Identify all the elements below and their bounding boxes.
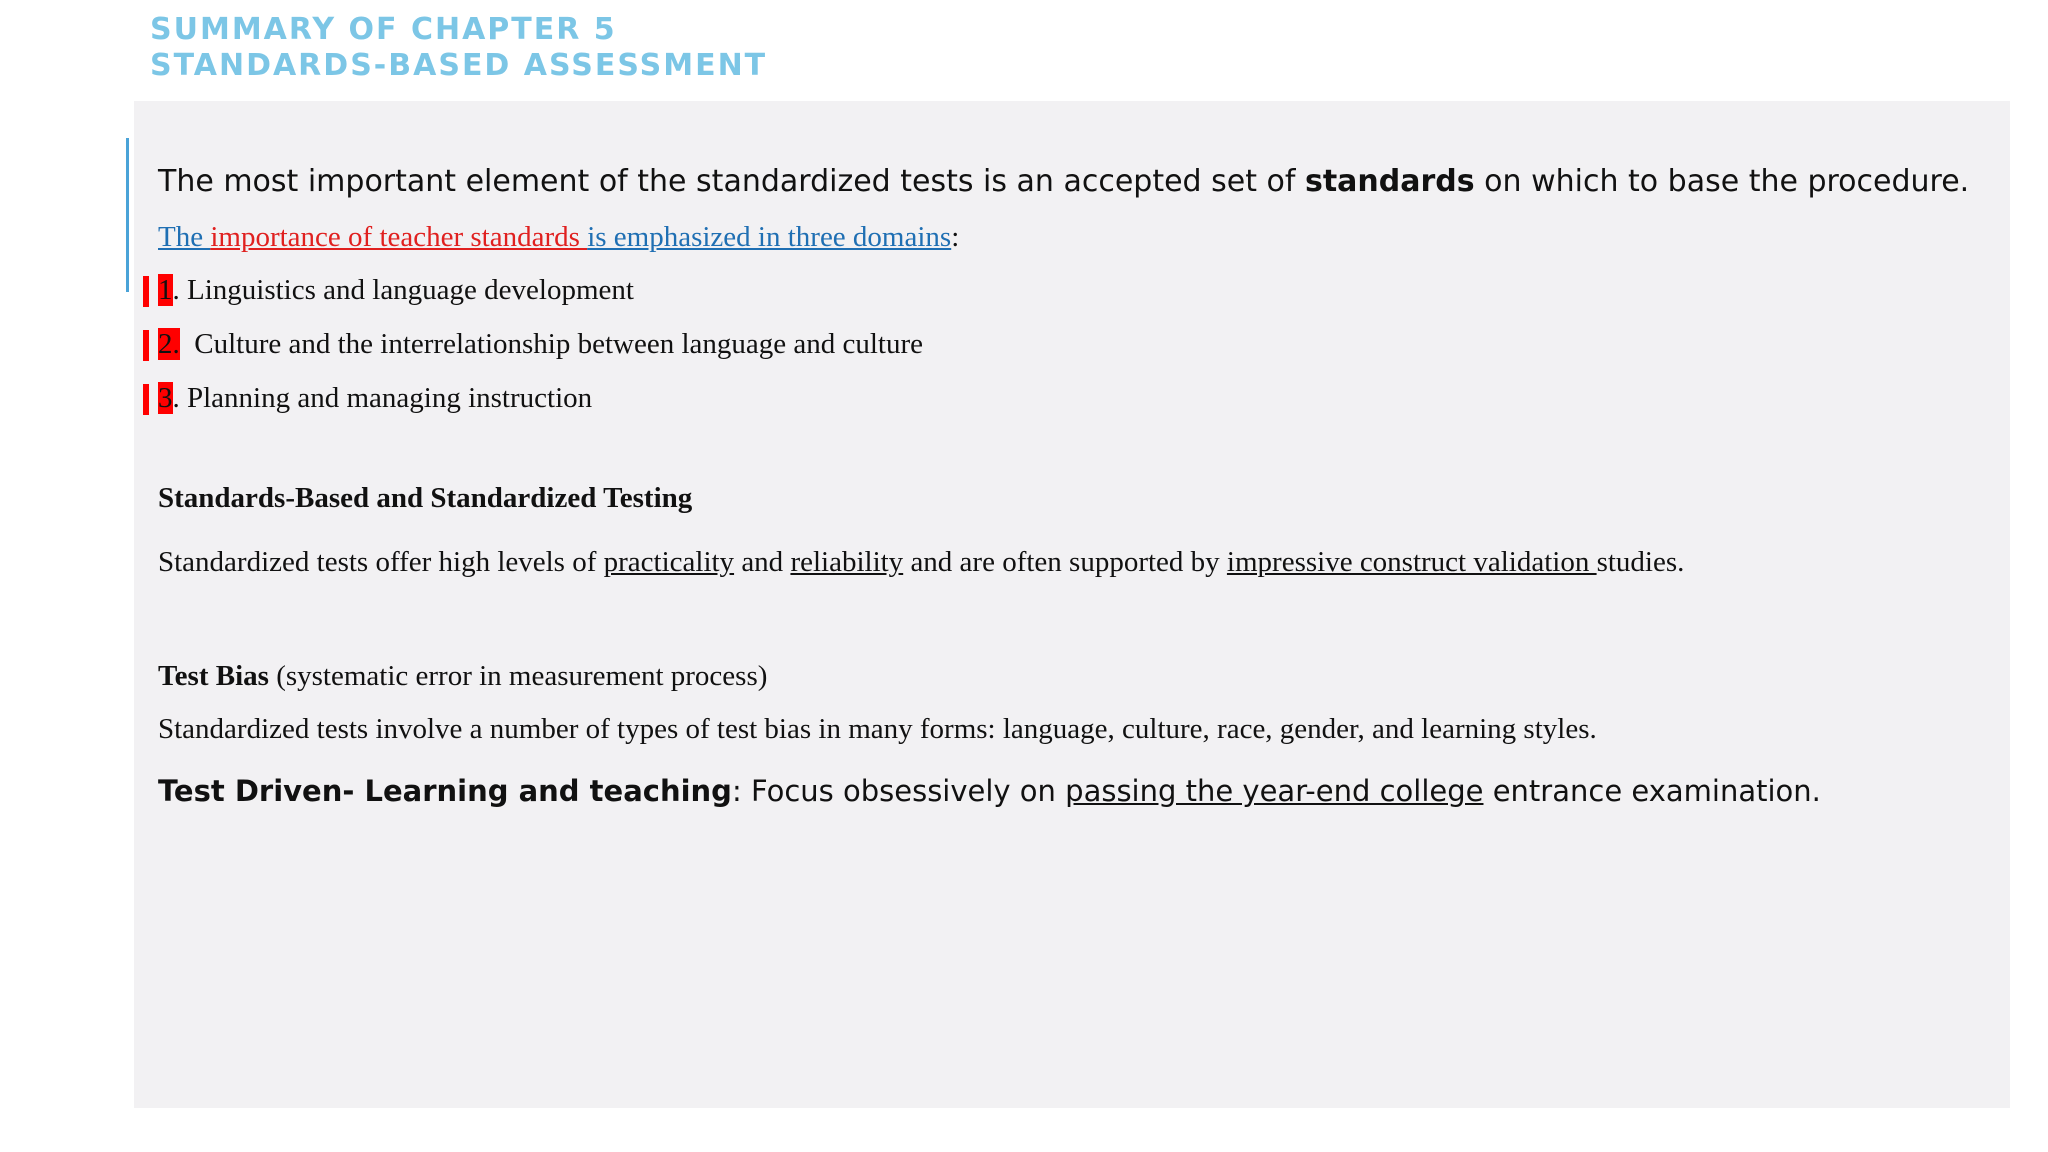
- domain-text: Culture and the interrelationship between language and culture: [179, 328, 924, 360]
- intro-text: The most important element of the standardized tests is an accepted set of: [158, 164, 1305, 199]
- domain-number: 2.: [158, 328, 180, 360]
- tdl-text-end: entrance examination.: [1483, 774, 1821, 808]
- tdl-text: : Focus obsessively on: [731, 774, 1066, 808]
- slide-title: [150, 12, 767, 84]
- sbt-heading: Standards-Based and Standardized Testing: [158, 482, 693, 514]
- title-line-2: STANDARDS-BASED ASSESSMENT: [150, 48, 768, 83]
- sbt-text: studies.: [1596, 546, 1685, 578]
- domain-number: 3: [158, 382, 173, 414]
- domains-intro-colon: :: [951, 221, 960, 253]
- intro-line: [158, 164, 1969, 199]
- intro-bold: standards: [1304, 164, 1475, 199]
- change-marker: [143, 330, 149, 361]
- change-marker: [143, 384, 149, 415]
- domain-item-2: [158, 328, 923, 361]
- domains-intro-line: [158, 221, 959, 254]
- domain-item-3: [158, 382, 592, 415]
- change-marker: [143, 276, 149, 307]
- sbt-practicality: practicality: [603, 546, 735, 578]
- domain-text: . Linguistics and language development: [172, 274, 634, 306]
- title-line-1: SUMMARY OF CHAPTER 5: [150, 12, 617, 47]
- bias-heading: Test Bias: [158, 660, 269, 692]
- accent-bar: [126, 138, 129, 292]
- bias-heading-line: [158, 660, 767, 693]
- tdl-heading: Test Driven- Learning and teaching: [158, 774, 732, 808]
- domains-intro-emphasized: is emphasized in three domains: [587, 221, 952, 253]
- intro-text-end: on which to base the procedure.: [1474, 164, 1970, 199]
- sbt-text: and are often supported by: [903, 546, 1227, 578]
- domains-intro-importance: importance of teacher standards: [210, 221, 588, 253]
- sbt-paragraph: [158, 546, 1684, 579]
- sbt-text: Standardized tests offer high levels of: [158, 546, 604, 578]
- domains-intro-the: The: [158, 221, 211, 253]
- domain-text: . Planning and managing instruction: [172, 382, 593, 414]
- tdl-underlined: passing the year-end college: [1065, 774, 1484, 808]
- sbt-validation: impressive construct validation: [1226, 546, 1597, 578]
- sbt-text: and: [734, 546, 791, 578]
- domain-item-1: [158, 274, 634, 307]
- bias-paragraph: Standardized tests involve a number of types of test bias in many forms: language, culture, race, gender, and learning styles.: [158, 713, 1597, 745]
- domain-number: 1: [158, 274, 173, 306]
- bias-definition: (systematic error in measurement process): [268, 660, 768, 692]
- sbt-reliability: reliability: [790, 546, 904, 578]
- tdl-line: [158, 774, 1821, 808]
